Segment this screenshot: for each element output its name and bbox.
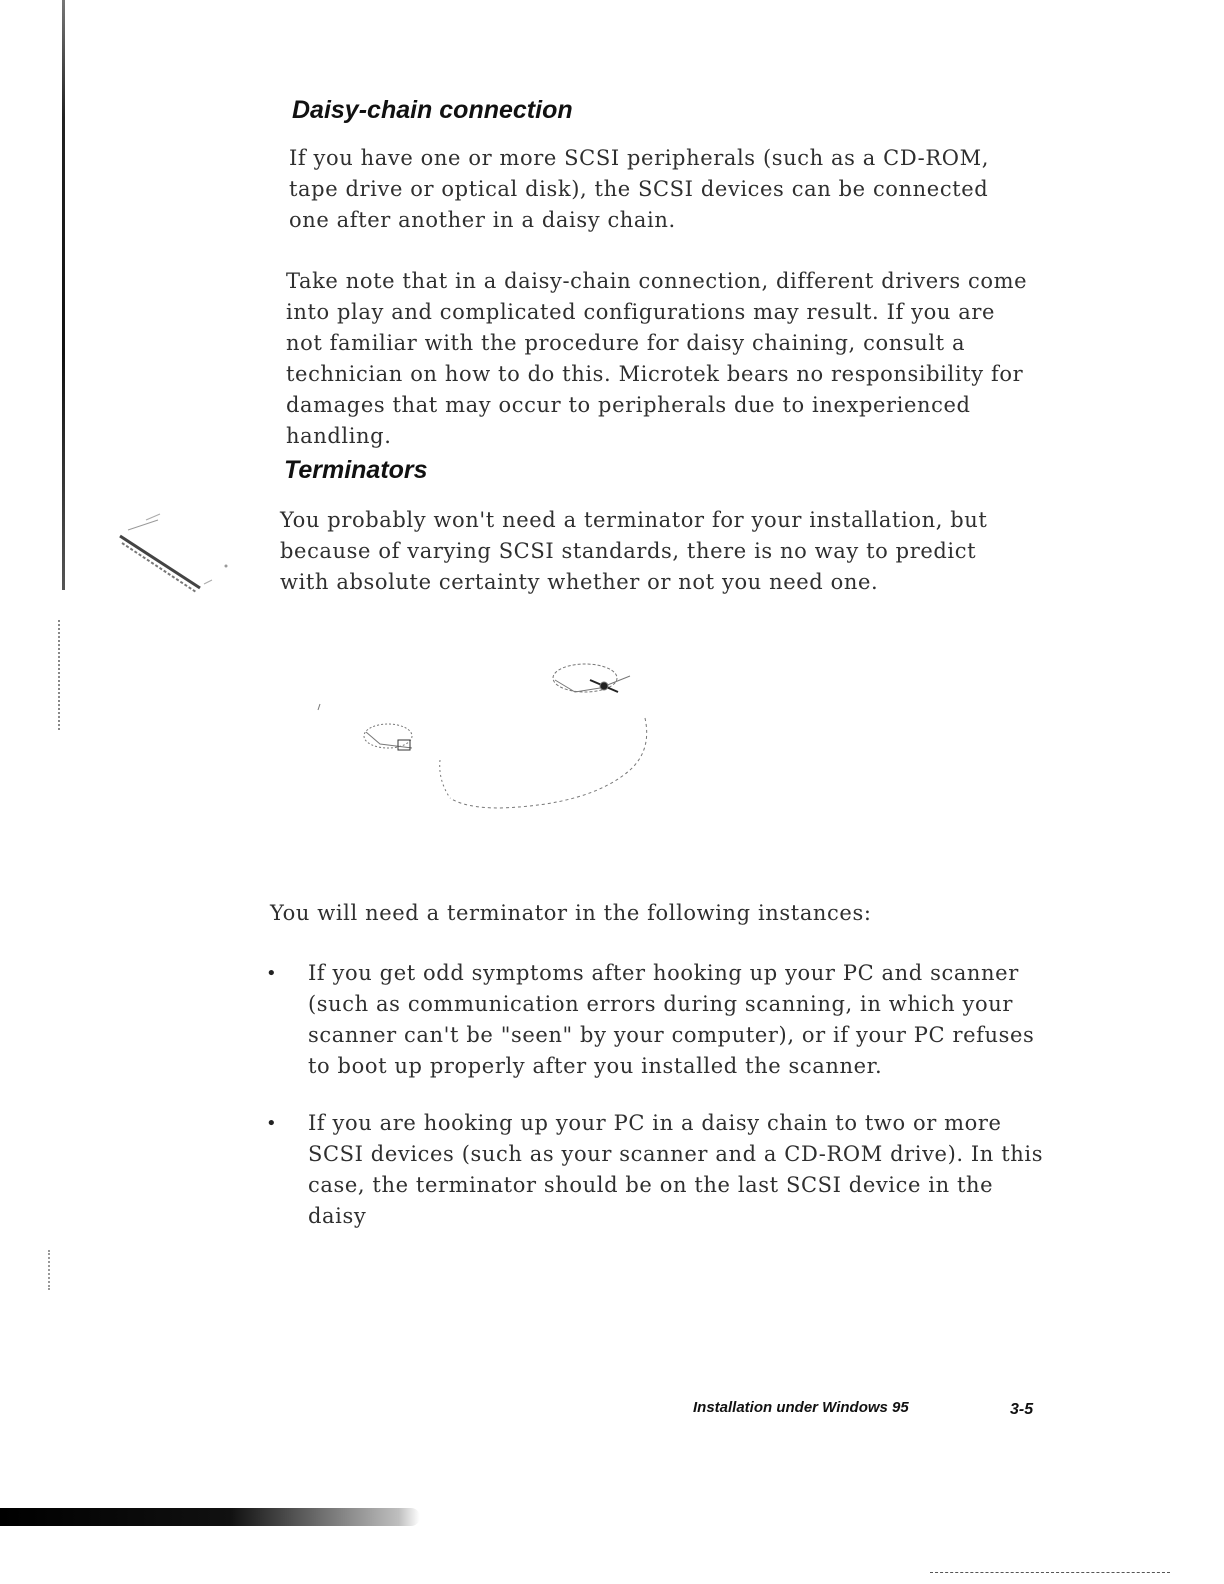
daisy-chain-paragraph-2: Take note that in a daisy-chain connection, different drivers come into play and complicated configurations may result. If you are not familiar with the procedure for daisy chaining, consult a technician on how to do this. Microtek bears no responsibility for damages that may occur to peripherals due to inexperienced handling.	[286, 269, 1028, 448]
terminators-heading: Terminators	[284, 456, 428, 484]
scan-edge-line	[62, 0, 65, 590]
list-item-text: If you get odd symptoms after hooking up your PC and scanner (such as communication errors during scanning, in which your scanner can't be "seen" by your computer), or if your PC refuses to boot up properly after you installed the scanner.	[308, 961, 1035, 1078]
daisy-chain-paragraph-1: If you have one or more SCSI peripherals (such as a CD-ROM, tape drive or optical disk), the SCSI devices can be connected one after another in a daisy chain.	[289, 146, 989, 232]
footer-chapter-title: Installation under Windows 95	[693, 1399, 909, 1416]
terminators-paragraph: You probably won't need a terminator for your installation, but because of varying SCSI standards, there is no way to predict with absolute certainty whether or not you need one.	[280, 508, 988, 594]
list-item-text: If you are hooking up your PC in a daisy chain to two or more SCSI devices (such as your scanner and a CD-ROM drive). In this case, the terminator should be on the last SCSI device in the daisy	[308, 1111, 1044, 1228]
scsi-cable-illustration	[300, 640, 680, 830]
terminator-icon	[108, 508, 238, 598]
list-item	[262, 1108, 1052, 1232]
terminator-instances-list	[262, 958, 1052, 1232]
page-number: 3-5	[1010, 1401, 1034, 1418]
daisy-chain-heading: Daisy-chain connection	[292, 96, 573, 124]
bullet-icon: •	[266, 963, 278, 984]
scan-bottom-line	[930, 1572, 1170, 1573]
list-item	[262, 958, 1052, 1082]
scan-edge-specks	[58, 620, 68, 730]
bullet-icon: •	[266, 1113, 278, 1134]
terminator-instances-intro: You will need a terminator in the following instances:	[270, 901, 872, 925]
scan-bottom-smudge	[0, 1508, 420, 1526]
scan-edge-specks	[48, 1250, 54, 1290]
